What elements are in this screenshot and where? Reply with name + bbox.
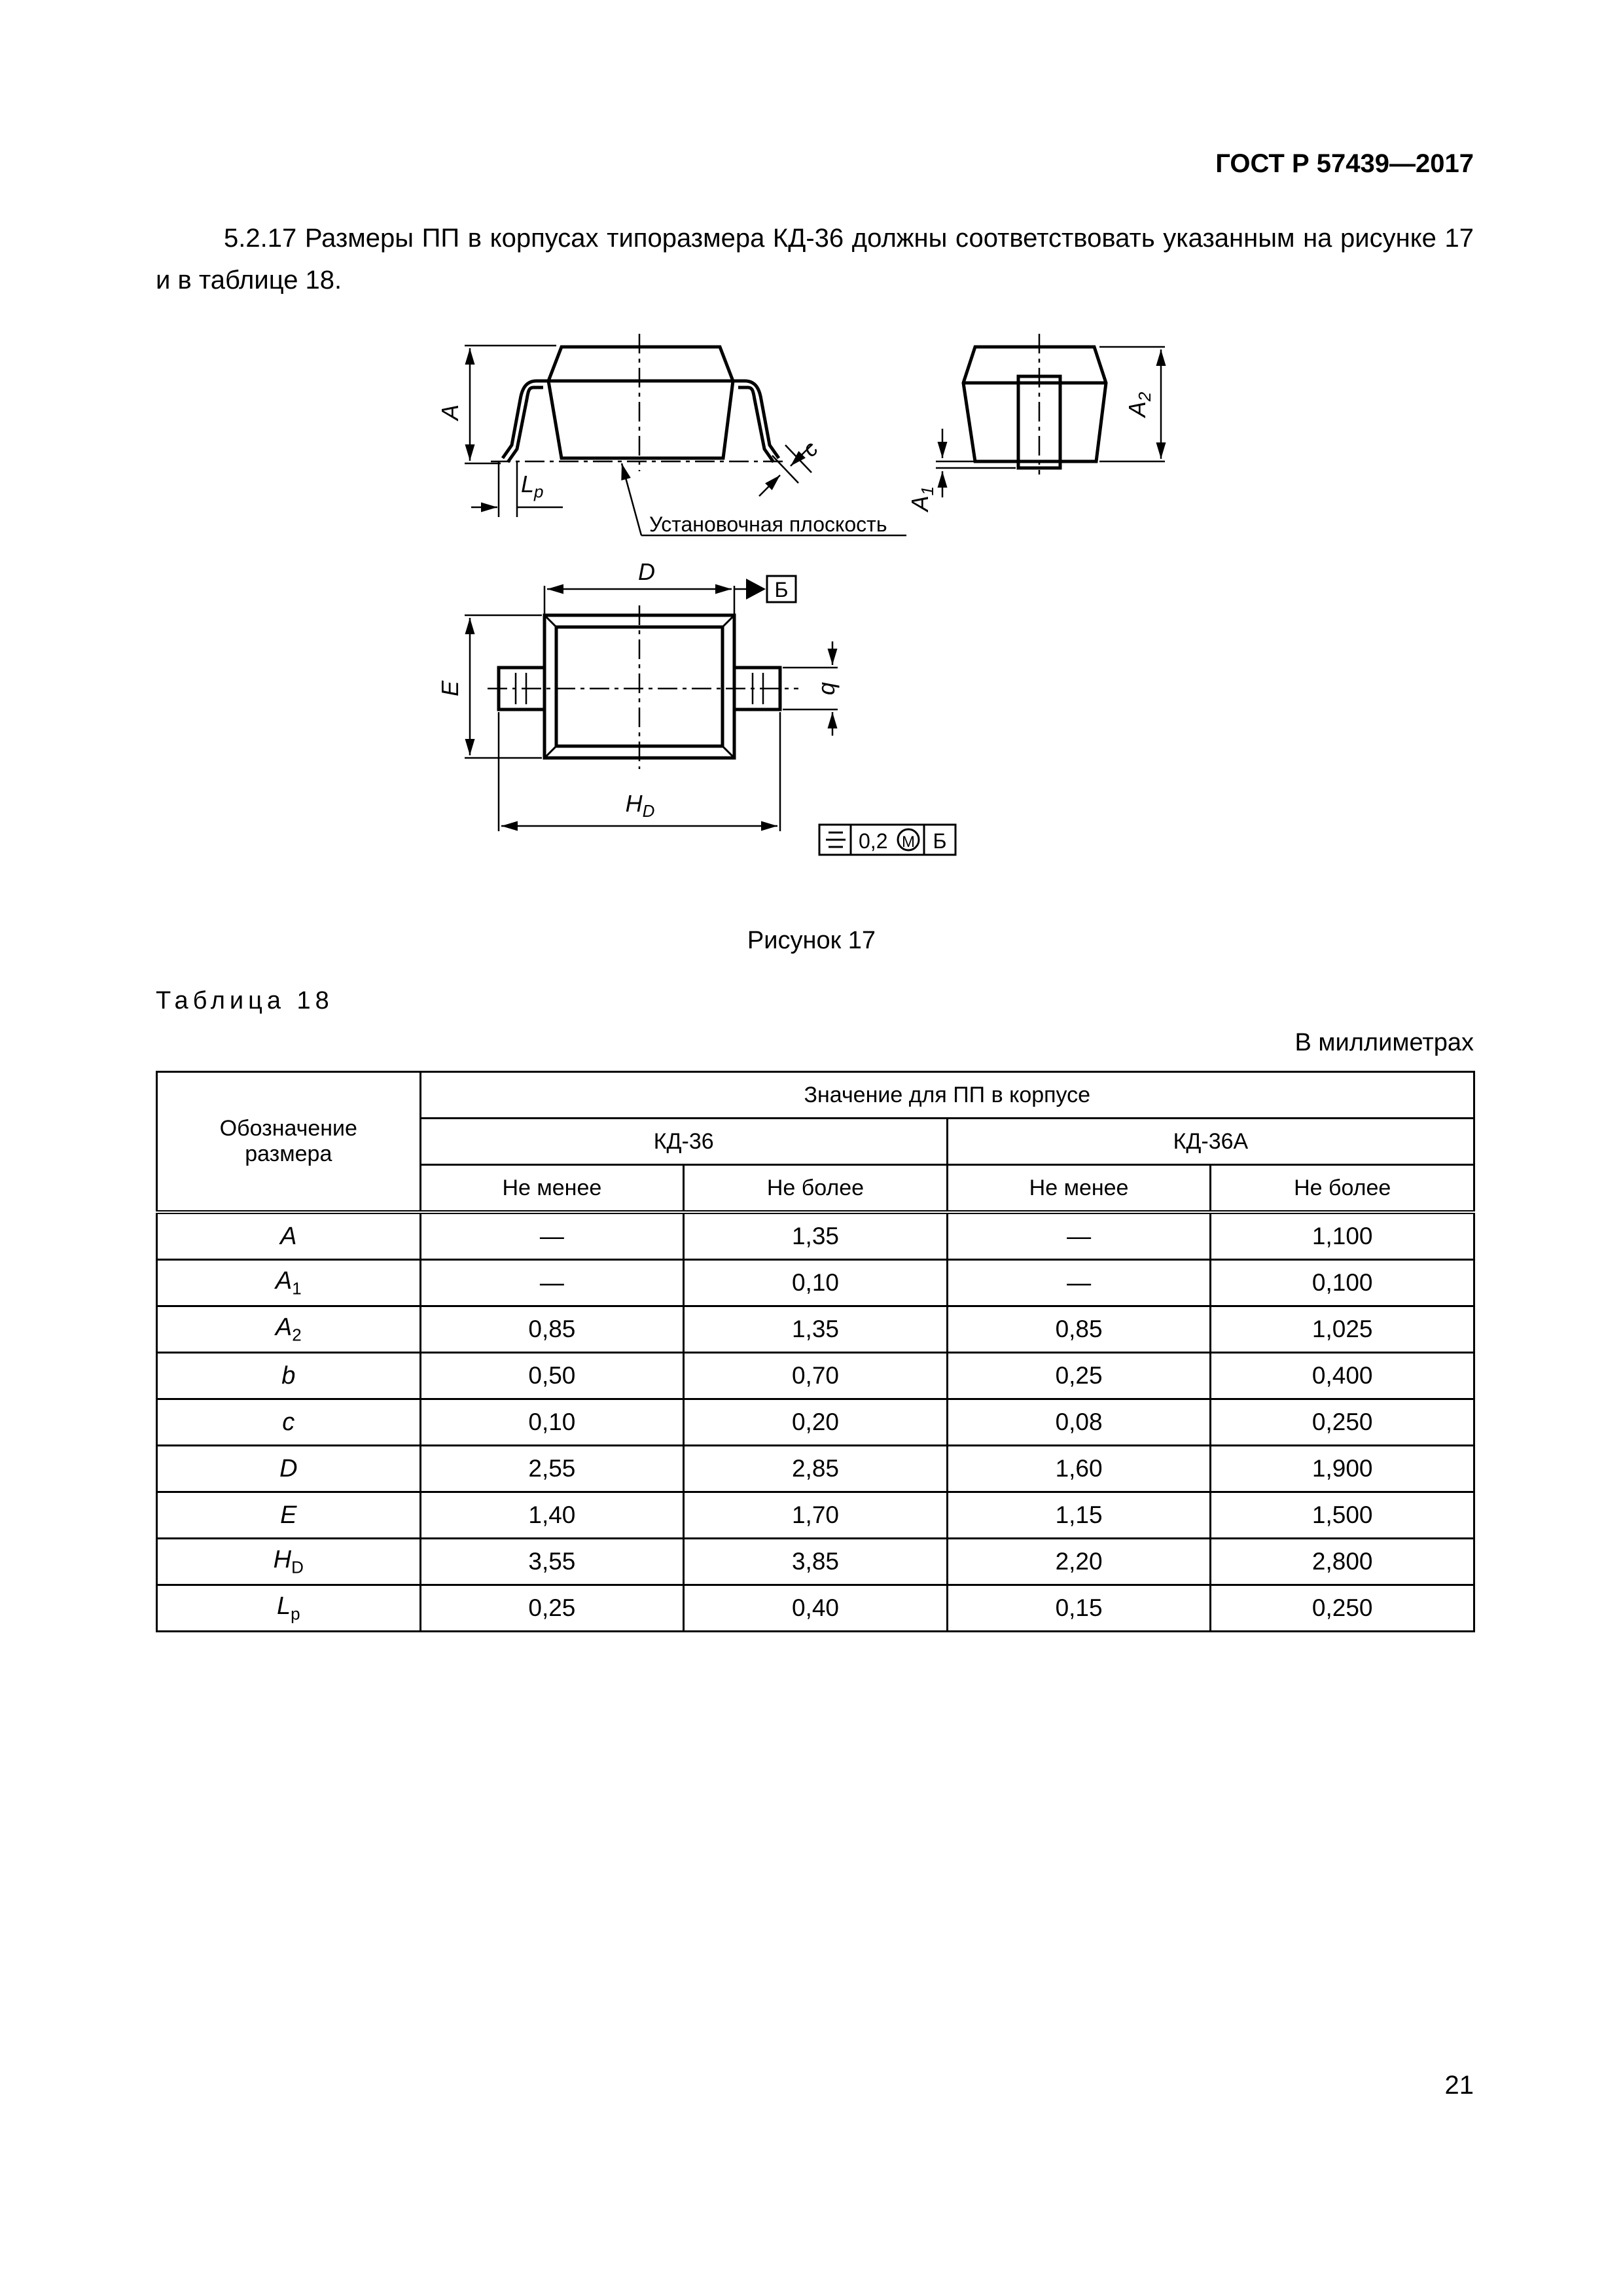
table-row — [157, 1539, 1474, 1585]
table-row — [157, 1353, 1474, 1399]
intro-paragraph: 5.2.17 Размеры ПП в корпусах типоразмера КД-36 должны соответствовать указанным на рисунке 17 и в таблице 18. — [156, 224, 1474, 295]
dimension-value: 0,20 — [684, 1399, 948, 1446]
dimensions-table — [156, 1071, 1475, 1632]
table-row — [157, 1260, 1474, 1306]
end-view — [963, 347, 1106, 468]
table-units: В миллиметрах — [1294, 1029, 1474, 1056]
table-row — [157, 1446, 1474, 1492]
designation-header: Обозначение размера — [157, 1072, 421, 1213]
dim-A1-label: $A_1$ — [906, 486, 937, 512]
dimension-value: 3,85 — [684, 1539, 948, 1585]
dimension-value: 1,35 — [684, 1212, 948, 1260]
material-condition-symbol: M — [902, 833, 915, 851]
limit-header: Не менее — [947, 1165, 1211, 1213]
document-code: ГОСТ Р 57439—2017 — [1215, 149, 1474, 178]
dimension-value: 0,70 — [684, 1353, 948, 1399]
page-number: 21 — [1444, 2071, 1474, 2100]
value-group-header: Значение для ПП в корпусе — [420, 1072, 1474, 1119]
package-drawing — [393, 327, 1243, 903]
dimension-value: 2,800 — [1211, 1539, 1474, 1585]
dim-E-label: E — [437, 680, 463, 697]
dimension-value: 0,85 — [420, 1306, 684, 1353]
dimension-value: 0,40 — [684, 1585, 948, 1632]
dimension-value: 0,25 — [420, 1585, 684, 1632]
dimension-symbol: c — [157, 1399, 421, 1446]
dimension-symbol: $A_1$ — [157, 1260, 421, 1306]
dimension-value: 3,55 — [420, 1539, 684, 1585]
dimension-value: 0,08 — [947, 1399, 1211, 1446]
dimension-value: — — [420, 1260, 684, 1306]
dim-A2-label: $A_2$ — [1124, 391, 1154, 418]
table-caption: Таблица 18 — [156, 987, 334, 1014]
dimension-symbol: E — [157, 1492, 421, 1539]
dimension-value: 0,10 — [684, 1260, 948, 1306]
table-row — [157, 1306, 1474, 1353]
limit-header: Не более — [1211, 1165, 1474, 1213]
dimension-value: 1,40 — [420, 1492, 684, 1539]
dimension-symbol: $H_D$ — [157, 1539, 421, 1585]
dimension-symbol: b — [157, 1353, 421, 1399]
dim-b-label: b — [817, 681, 844, 696]
dimension-value: 1,35 — [684, 1306, 948, 1353]
dimension-value: 0,250 — [1211, 1585, 1474, 1632]
tolerance-datum: Б — [933, 829, 947, 853]
table-row — [157, 1585, 1474, 1632]
dimension-value: 0,50 — [420, 1353, 684, 1399]
dimension-symbol: $A_2$ — [157, 1306, 421, 1353]
dim-A-label: A — [437, 404, 463, 421]
figure-caption: Рисунок 17 — [747, 927, 876, 954]
package-drawing-svg — [393, 327, 1243, 903]
dimension-symbol: $L_p$ — [157, 1585, 421, 1632]
table-row — [157, 1212, 1474, 1260]
dimension-value: 2,20 — [947, 1539, 1211, 1585]
dimension-value: 2,85 — [684, 1446, 948, 1492]
dimension-value: 0,15 — [947, 1585, 1211, 1632]
package-header: КД-36А — [947, 1119, 1474, 1165]
dim-D-label: D — [638, 558, 655, 585]
limit-header: Не более — [684, 1165, 948, 1213]
dimension-value: 1,100 — [1211, 1212, 1474, 1260]
dimension-value: 1,70 — [684, 1492, 948, 1539]
dimension-value: 1,15 — [947, 1492, 1211, 1539]
dimension-value: — — [947, 1260, 1211, 1306]
mounting-plane-label: Установочная плоскость — [649, 512, 887, 536]
dimension-value: 2,55 — [420, 1446, 684, 1492]
dimension-value: — — [947, 1212, 1211, 1260]
datum-label: Б — [774, 578, 789, 601]
dim-Lp-label: $L_p$ — [521, 471, 544, 501]
dimension-value: 1,60 — [947, 1446, 1211, 1492]
dim-c-label: c — [797, 436, 823, 462]
dimension-value: 0,250 — [1211, 1399, 1474, 1446]
dimension-symbol: A — [157, 1212, 421, 1260]
dimension-symbol: D — [157, 1446, 421, 1492]
dimension-value: 0,25 — [947, 1353, 1211, 1399]
dimension-value: 1,500 — [1211, 1492, 1474, 1539]
dimension-value: 0,400 — [1211, 1353, 1474, 1399]
dimension-value: 0,100 — [1211, 1260, 1474, 1306]
limit-header: Не менее — [420, 1165, 684, 1213]
package-header: КД-36 — [420, 1119, 947, 1165]
table-row — [157, 1399, 1474, 1446]
dimension-value: — — [420, 1212, 684, 1260]
dimension-value: 0,85 — [947, 1306, 1211, 1353]
table-row — [157, 1492, 1474, 1539]
dim-HD-label: $H_D$ — [625, 790, 655, 821]
dimension-value: 0,10 — [420, 1399, 684, 1446]
dimension-value: 1,900 — [1211, 1446, 1474, 1492]
side-view — [503, 347, 779, 462]
dimension-value: 1,025 — [1211, 1306, 1474, 1353]
tolerance-value: 0,2 — [859, 829, 888, 853]
